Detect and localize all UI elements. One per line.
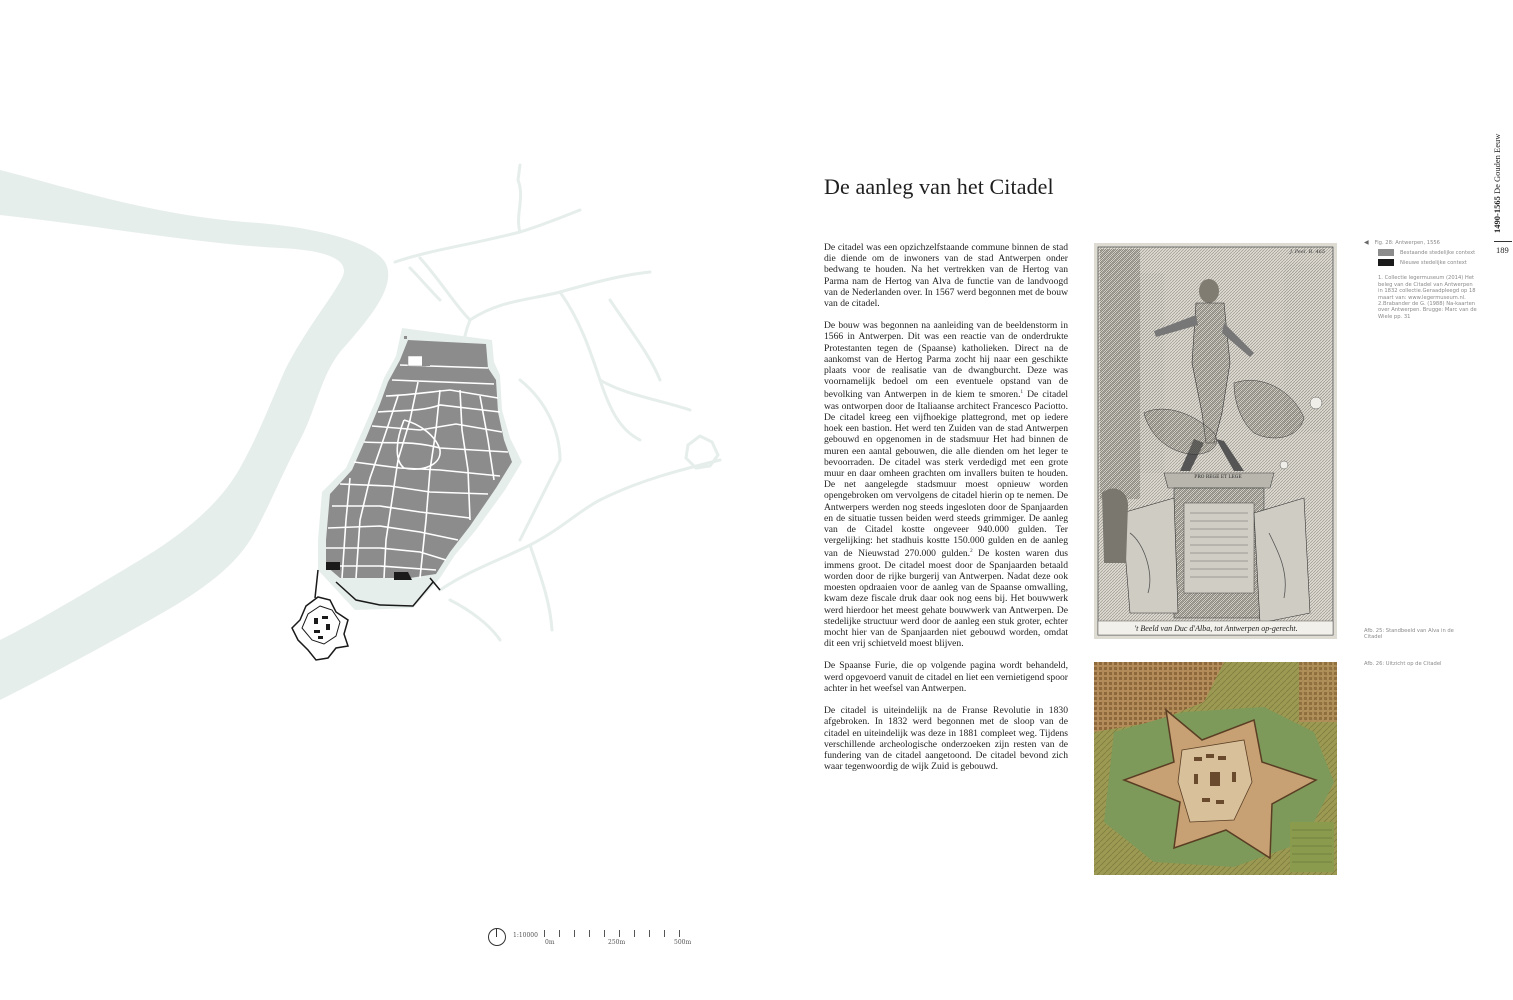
references: 1. Collectie legermuseum (2014) Het beleg van de Citadel van Antwerpen in 1832 collectie.Geraadpleegd op 18 maart van: www.legermuseum.nl. 2.Brabander de G. (1988) Na-kaarten over Antwerpen. Brugge: Marc van de Wiele pp. 31	[1378, 275, 1477, 320]
figure-label: Fig. 28: Antwerpen, 1556	[1374, 240, 1440, 246]
body-text	[824, 242, 1068, 783]
legend-label-new: Nieuwe stedelijke context	[1400, 259, 1467, 266]
figure-legend	[1364, 240, 1484, 320]
legend-new	[1364, 259, 1484, 266]
engraving-caption: 't Beeld van Duc d'Alba, tot Antwerpen op-gerecht.	[1134, 624, 1298, 633]
scale-label-500: 500m	[674, 939, 692, 946]
caption-fig26: Afb. 26: Uitzicht op de Citadel	[1364, 661, 1442, 667]
paragraph-3: De Spaanse Furie, die op volgende pagina wordt behandeld, werd opgevoerd vanuit de citadel en liet een vernietigend spoor achter in het weefsel van Antwerpen.	[824, 660, 1068, 694]
legend-existing	[1364, 249, 1484, 256]
new-block-west	[326, 562, 340, 570]
paragraph-2: De bouw was begonnen na aanleiding van de beeldenstorm in 1566 in Antwerpen. Dit was een reactie van de onderdrukte Protestanten tegen de (Spaanse) katholieken. Direct na de aankomst van de Hertog Parma zocht hij naar een geschikte plaats voor de realisatie van de dwangburcht. Deze was voornamelijk bedoel om een eventuele opstand van de bevolking van Antwerpen in de kiem te smoren.$^1$ De citadel was ontworpen door de Italiaanse architect Francesco Paciotto. De citadel kreeg een vijfhoekige plattegrond, met op iedere hoek een bastion. Het werd ten Zuiden van de stad Antwerpen gebouwd en opgenomen in de stadsmuur Het had binnen de muren een aantal gebouwen, die alle dienden om het leger te bevoorraden. De citadel was sterk verdedigd met een grote muur en daar omheen grachten om invallers buiten te houden. De net aangelegde stadsmuur moest opnieuw worden opengebroken om vervolgens de citadel hierin op te nemen. De Antwerpers werden nog steeds ingesloten door de Spanjaarden en de situatie tussen beiden werd steeds grimmiger. De aanleg van de Citadel kostte ongeveer 940.000 gulden. Ter vergelijking: het stadhuis kostte 150.000 gulden en de aanleg van de Nieuwstad 270.000 gulden.$^2$ De kosten waren dus immens groot. De citadel moest door de Spanjaarden betaald worden door de rijke burgerij van Antwerpen. Nadat deze ook moesten opdraaien voor de aanleg van de Spaanse omwalling, kwam deze fiscale druk daar ook nog eens bij. Het bouwwerk werd hierdoor het meest gehate bouwwerk van Antwerpen. De stedelijke structuur werd door de aanleg een stuk groter, echter mocht hier van de Spanjaarden niet gebouwd worden, omdat dit een vrij schietveld moest blijven.	[824, 320, 1068, 650]
legend-label-existing: Bestaande stedelijke context	[1400, 249, 1476, 256]
caption-fig25: Afb. 25: Standbeeld van Alva in de Citadel	[1364, 628, 1454, 641]
paragraph-1: De citadel was een opzichzelfstaande commune binnen de stad die diende om de inwoners van de stad Antwerpen onder bedwang te houden. Na het vertrekken van de Hertog van Parma nam de Hertog van Alva de functie van de landvoogd van de Nederlanden over. In 1567 werd begonnen met de bouw van de citadel.	[824, 242, 1068, 310]
engraving-corner-mark: J. Peel. B. 465	[1290, 249, 1326, 255]
river-schelde	[0, 170, 388, 700]
running-head	[1492, 125, 1512, 265]
legend-swatch-existing	[1378, 249, 1394, 256]
running-head-years: 1490-1565	[1492, 196, 1502, 233]
engraving-pedestal-inscription: PRO REGE ET LEGE	[1194, 475, 1242, 480]
page-number-rule	[1494, 241, 1512, 242]
page-title: De aanleg van het Citadel	[824, 174, 1054, 199]
page-number: 189	[1496, 245, 1509, 255]
antwerp-map	[0, 150, 740, 710]
citadel-view-painting	[1094, 662, 1337, 875]
legend-swatch-new	[1378, 259, 1394, 266]
paragraph-4: De citadel is uiteindelijk na de Franse Revolutie in 1830 afgebroken. In 1832 werd begonnen met de sloop van de citadel en uiteindelijk was deze in 1881 compleet weg. Tijdens verschillende archeologische onderzoeken zijn resten van de fundering van de citadel aangetoond. De citadel bevond zich waar tegenwoordig de wijk Zuid is gebouwd.	[824, 705, 1068, 773]
citadel-plan	[292, 597, 348, 660]
scale-label-250: 250m	[608, 939, 626, 946]
footnote-ref-2[interactable]: 2	[970, 549, 973, 555]
footnote-ref-1[interactable]: 1	[1020, 390, 1023, 396]
north-arrow-icon	[488, 928, 506, 946]
scale-ticks	[544, 930, 684, 938]
citadel-buildings	[314, 616, 330, 639]
scale-bar	[488, 925, 698, 955]
running-head-label: De Gouden Eeuw	[1492, 133, 1502, 195]
scale-label-0: 0m	[545, 939, 555, 946]
triangle-left-icon: ◀	[1364, 239, 1369, 246]
alva-statue-engraving	[1094, 243, 1337, 639]
scale-ratio: 1:10000	[513, 932, 538, 939]
